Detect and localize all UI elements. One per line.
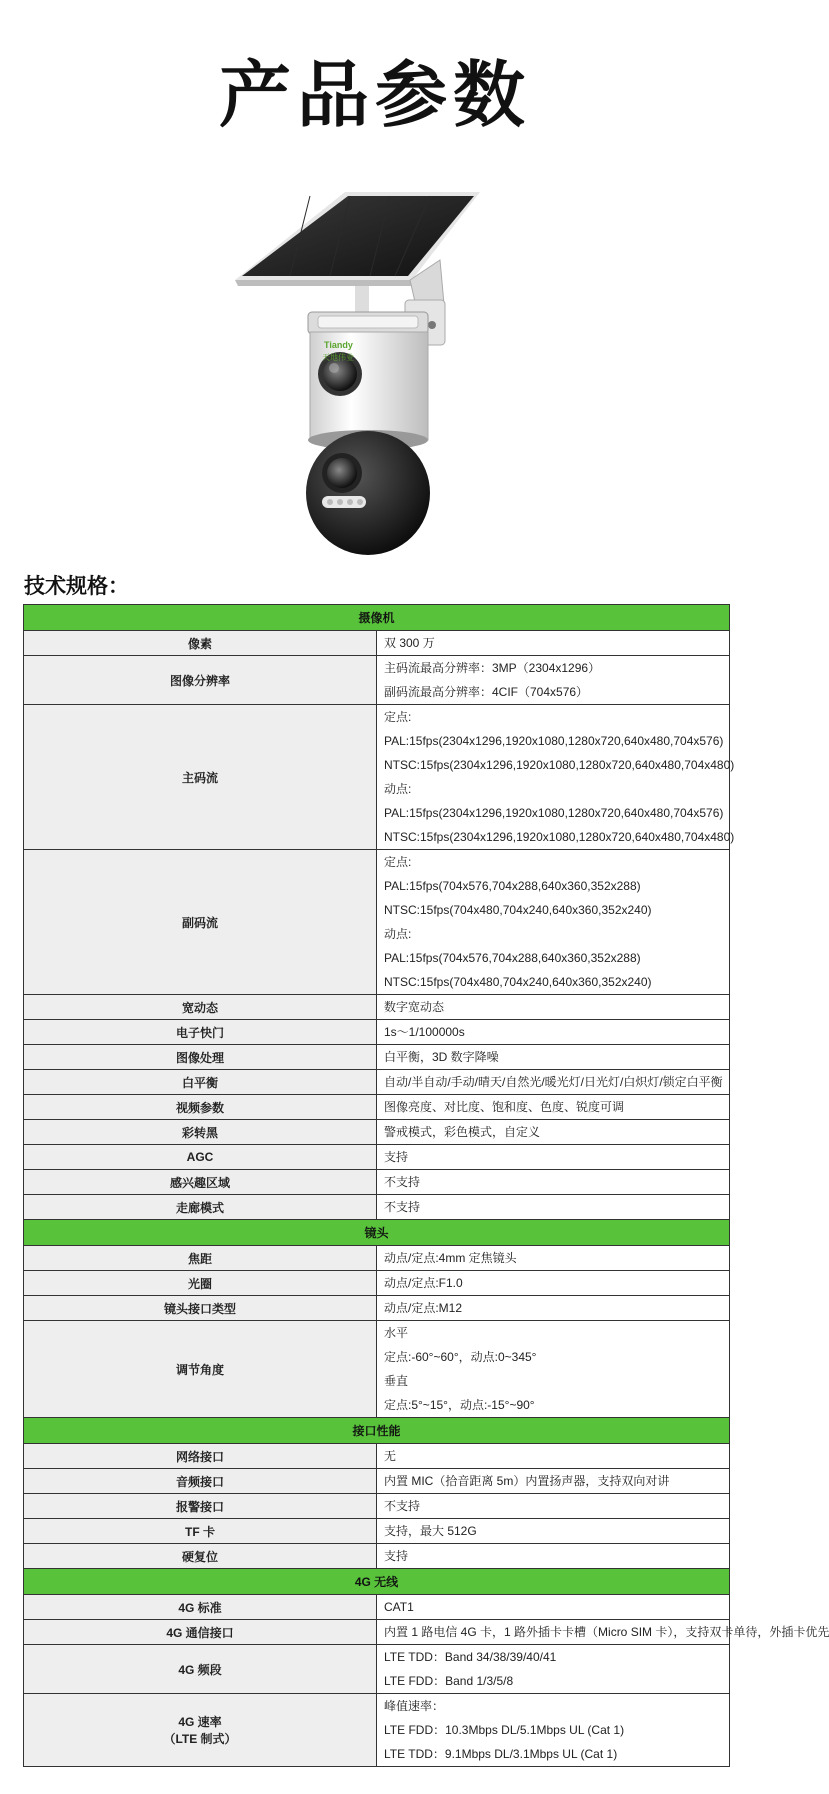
spec-row — [24, 995, 730, 1020]
category-header: 摄像机 — [24, 605, 730, 631]
spec-row — [24, 1620, 730, 1645]
spec-value-line: 双 300 万 — [384, 636, 435, 650]
spec-value-line: PAL:15fps(2304x1296,1920x1080,1280x720,640x480,704x576) — [384, 734, 724, 748]
spec-row — [24, 1469, 730, 1494]
spec-value — [377, 1296, 730, 1321]
spec-label: 4G 频段 — [24, 1645, 377, 1694]
spec-label: 宽动态 — [24, 995, 377, 1020]
spec-row — [24, 1321, 730, 1418]
spec-value — [377, 1195, 730, 1220]
spec-value — [377, 1494, 730, 1519]
spec-value-line: 支持 — [384, 1549, 409, 1563]
spec-row — [24, 1120, 730, 1145]
spec-value — [377, 1271, 730, 1296]
spec-label: 焦距 — [24, 1246, 377, 1271]
spec-label: 图像处理 — [24, 1045, 377, 1070]
solar-camera-illustration — [0, 140, 750, 570]
spec-value — [377, 995, 730, 1020]
category-row — [24, 1220, 730, 1246]
spec-row — [24, 1095, 730, 1120]
spec-value-line: 1s～1/100000s — [384, 1025, 465, 1039]
spec-value-line: 无 — [384, 1449, 397, 1463]
product-image — [0, 140, 750, 570]
spec-value-line: 内置 MIC（拾音距离 5m）内置扬声器，支持双向对讲 — [384, 1474, 670, 1488]
spec-value-line: LTE TDD：Band 34/38/39/40/41 — [384, 1650, 557, 1664]
spec-row — [24, 1020, 730, 1045]
spec-row — [24, 1519, 730, 1544]
category-row — [24, 1418, 730, 1444]
spec-label: 主码流 — [24, 705, 377, 850]
spec-value-line: NTSC:15fps(704x480,704x240,640x360,352x240) — [384, 975, 652, 989]
spec-row — [24, 1195, 730, 1220]
spec-value-line: LTE FDD：10.3Mbps DL/5.1Mbps UL (Cat 1) — [384, 1723, 625, 1737]
spec-value-line: 主码流最高分辨率：3MP（2304x1296） — [384, 661, 601, 675]
spec-row — [24, 1595, 730, 1620]
spec-label: 网络接口 — [24, 1444, 377, 1469]
spec-value — [377, 1519, 730, 1544]
spec-value-line: 不支持 — [384, 1499, 421, 1513]
spec-value — [377, 1544, 730, 1569]
brand-logo: Tiandy — [324, 340, 353, 350]
spec-value-line: 动点/定点:M12 — [384, 1301, 463, 1315]
spec-row — [24, 1246, 730, 1271]
spec-label: 彩转黑 — [24, 1120, 377, 1145]
spec-value-line: 自动/半自动/手动/晴天/自然光/暖光灯/日光灯/白炽灯/锁定白平衡 — [384, 1075, 723, 1089]
spec-value-line: 副码流最高分辨率：4CIF（704x576） — [384, 685, 589, 699]
spec-label: 报警接口 — [24, 1494, 377, 1519]
spec-label: 图像分辨率 — [24, 656, 377, 705]
spec-value-line: 不支持 — [384, 1175, 421, 1189]
spec-value — [377, 1045, 730, 1070]
spec-label: 4G 速率 （LTE 制式） — [24, 1694, 377, 1767]
spec-label: 4G 标准 — [24, 1595, 377, 1620]
spec-row — [24, 1544, 730, 1569]
spec-row — [24, 1070, 730, 1095]
spec-value — [377, 1246, 730, 1271]
spec-row — [24, 850, 730, 995]
spec-label: 4G 通信接口 — [24, 1620, 377, 1645]
spec-label: 白平衡 — [24, 1070, 377, 1095]
spec-value-line: 水平 — [384, 1326, 409, 1340]
spec-label: 像素 — [24, 631, 377, 656]
spec-value-line: NTSC:15fps(2304x1296,1920x1080,1280x720,640x480,704x480) — [384, 830, 735, 844]
spec-row — [24, 1045, 730, 1070]
spec-value — [377, 1070, 730, 1095]
spec-value-line: PAL:15fps(704x576,704x288,640x360,352x288) — [384, 951, 641, 965]
spec-value-line: 动点/定点:4mm 定焦镜头 — [384, 1251, 517, 1265]
spec-value-line: 数字宽动态 — [384, 1000, 445, 1014]
spec-value — [377, 1595, 730, 1620]
spec-value-line: 定点:5°~15°，动点:-15°~90° — [384, 1398, 535, 1412]
spec-value-line: NTSC:15fps(704x480,704x240,640x360,352x240) — [384, 903, 652, 917]
spec-row — [24, 1145, 730, 1170]
camera-body — [308, 312, 428, 440]
ptz-dome — [306, 430, 430, 555]
category-row — [24, 605, 730, 631]
spec-value-line: 支持 — [384, 1150, 409, 1164]
spec-value-line: 图像亮度、对比度、饱和度、色度、锐度可调 — [384, 1100, 625, 1114]
spec-value-line: 峰值速率： — [384, 1699, 445, 1713]
category-header: 镜头 — [24, 1220, 730, 1246]
spec-value-line: 内置 1 路电信 4G 卡，1 路外插卡卡槽（Micro SIM 卡），支持双卡单待，外插卡优先 — [384, 1625, 829, 1639]
spec-label: 音频接口 — [24, 1469, 377, 1494]
brand-logo-subtitle: 天地伟业 — [322, 353, 354, 362]
spec-value — [377, 705, 735, 850]
spec-row — [24, 1444, 730, 1469]
spec-value-line: LTE FDD：Band 1/3/5/8 — [384, 1674, 514, 1688]
spec-row — [24, 1494, 730, 1519]
spec-label: 硬复位 — [24, 1544, 377, 1569]
spec-row — [24, 1645, 730, 1694]
spec-value-line: 支持，最大 512G — [384, 1524, 477, 1538]
spec-table — [23, 604, 829, 1767]
spec-value-line: 动点: — [384, 782, 412, 796]
spec-label: AGC — [24, 1145, 377, 1170]
spec-value — [377, 1145, 730, 1170]
spec-label: 镜头接口类型 — [24, 1296, 377, 1321]
spec-value-line: LTE TDD：9.1Mbps DL/3.1Mbps UL (Cat 1) — [384, 1747, 618, 1761]
spec-label: TF 卡 — [24, 1519, 377, 1544]
page-title: 产品参数 — [218, 56, 531, 136]
spec-value-line: NTSC:15fps(2304x1296,1920x1080,1280x720,640x480,704x480) — [384, 758, 735, 772]
spec-value — [377, 656, 730, 705]
spec-value-line: 定点:-60°~60°，动点:0~345° — [384, 1350, 537, 1364]
spec-row — [24, 656, 730, 705]
spec-value-line: CAT1 — [384, 1600, 414, 1614]
spec-value-line: 不支持 — [384, 1200, 421, 1214]
spec-label: 光圈 — [24, 1271, 377, 1296]
spec-row — [24, 1170, 730, 1195]
spec-row — [24, 1271, 730, 1296]
category-header: 接口性能 — [24, 1418, 730, 1444]
spec-label: 视频参数 — [24, 1095, 377, 1120]
spec-value — [377, 1120, 730, 1145]
spec-value — [377, 1170, 730, 1195]
spec-value — [377, 1645, 730, 1694]
spec-label: 电子快门 — [24, 1020, 377, 1045]
spec-row — [24, 1296, 730, 1321]
section-title: 技术规格： — [24, 575, 129, 598]
category-header: 4G 无线 — [24, 1569, 730, 1595]
spec-value-line: PAL:15fps(2304x1296,1920x1080,1280x720,640x480,704x576) — [384, 806, 724, 820]
spec-label: 调节角度 — [24, 1321, 377, 1418]
spec-value — [377, 1694, 730, 1767]
spec-row — [24, 705, 730, 850]
spec-row — [24, 1694, 730, 1767]
spec-value — [377, 1444, 730, 1469]
spec-label: 副码流 — [24, 850, 377, 995]
spec-value-line: 定点: — [384, 710, 412, 724]
category-row — [24, 1569, 730, 1595]
spec-value — [377, 1469, 730, 1494]
spec-value — [377, 1321, 730, 1418]
spec-label: 感兴趣区域 — [24, 1170, 377, 1195]
spec-value-line: 白平衡，3D 数字降噪 — [384, 1050, 499, 1064]
spec-value-line: 垂直 — [384, 1374, 409, 1388]
spec-value — [377, 1020, 730, 1045]
spec-value-line: 动点: — [384, 927, 412, 941]
spec-value — [377, 1095, 730, 1120]
solar-panel — [235, 192, 480, 286]
spec-value-line: 定点: — [384, 855, 412, 869]
spec-value-line: PAL:15fps(704x576,704x288,640x360,352x288) — [384, 879, 641, 893]
spec-label: 走廊模式 — [24, 1195, 377, 1220]
spec-value — [377, 631, 730, 656]
spec-value-line: 警戒模式，彩色模式，自定义 — [384, 1125, 541, 1139]
spec-value-line: 动点/定点:F1.0 — [384, 1276, 463, 1290]
spec-row — [24, 631, 730, 656]
spec-value — [377, 850, 730, 995]
spec-value — [377, 1620, 829, 1645]
